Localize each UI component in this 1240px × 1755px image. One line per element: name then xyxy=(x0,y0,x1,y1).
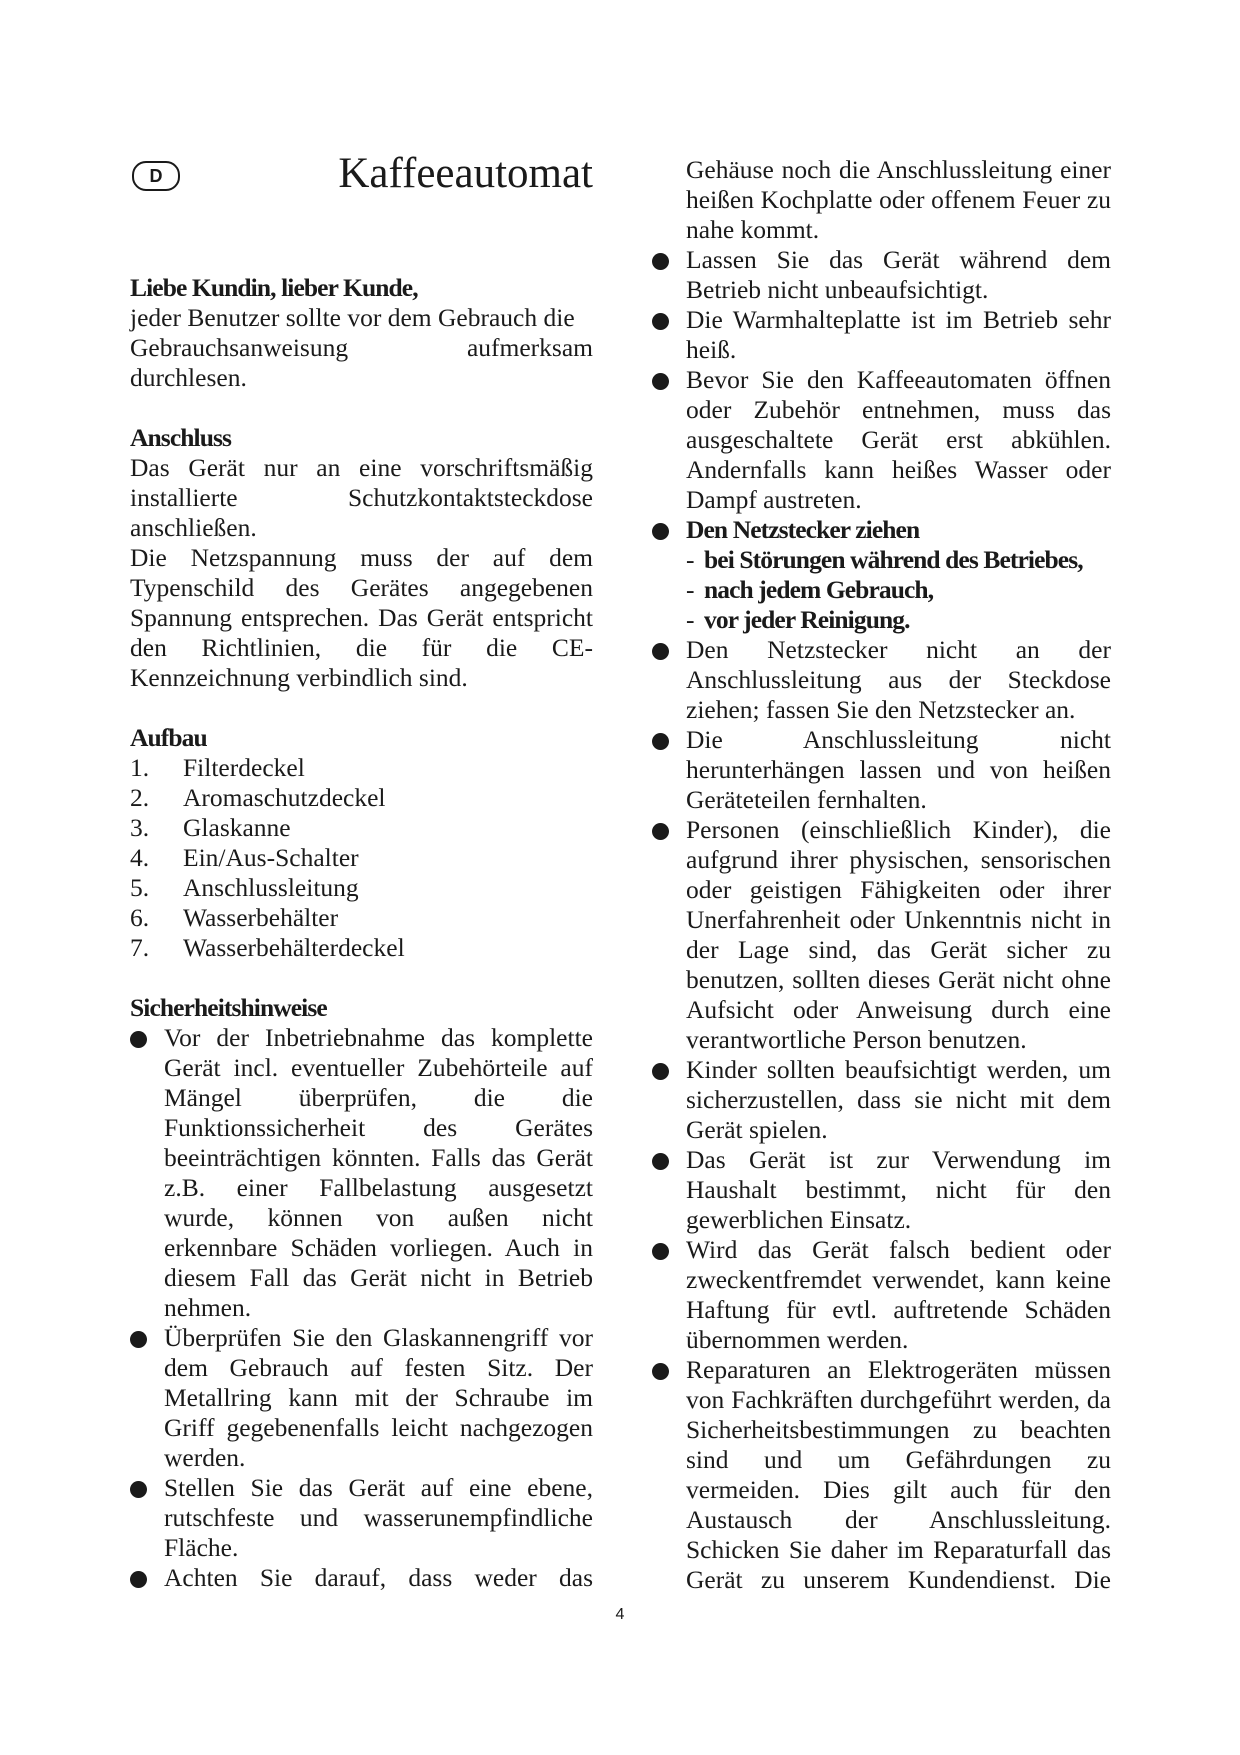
item-label: Ein/Aus-Schalter xyxy=(183,843,359,872)
list-item xyxy=(652,245,1111,305)
list-item xyxy=(652,1235,1111,1355)
intro-text-line-1: jeder Benutzer sollte vor dem Gebrauch die xyxy=(130,303,575,332)
list-item xyxy=(652,1145,1111,1235)
list-item xyxy=(130,1473,593,1563)
unplug-subitem: - bei Störungen während des Betriebes, xyxy=(686,545,1083,574)
safety-list-right xyxy=(652,245,1111,1595)
item-number: 7. xyxy=(130,933,150,962)
bullet-icon xyxy=(652,823,669,840)
continued-text: Gehäuse noch die Anschlussleitung einer heißen Kochplatte oder offenem Feuer zu nahe kommt. xyxy=(686,155,1111,244)
bullet-icon xyxy=(652,1063,669,1080)
safety-list-left xyxy=(130,1023,593,1593)
intro-text-line-2: Gebrauchsanweisung aufmerksam xyxy=(130,333,593,362)
item-label: Wasserbehälter xyxy=(183,903,339,932)
list-item xyxy=(130,873,593,903)
item-text: Den Netzstecker nicht an der Anschlussleitung aus der Steckdose ziehen; fassen Sie den Netzstecker an. xyxy=(686,635,1111,724)
list-item xyxy=(130,1023,593,1323)
bullet-icon xyxy=(652,1153,669,1170)
list-item xyxy=(130,903,593,933)
subitem-text: nach jedem Gebrauch, xyxy=(704,575,934,604)
list-item xyxy=(130,1563,593,1593)
unplug-subitem: - nach jedem Gebrauch, xyxy=(686,575,934,604)
item-text: Lassen Sie das Gerät während dem Betrieb nicht unbeaufsichtigt. xyxy=(686,245,1111,304)
bullet-icon xyxy=(130,1331,147,1348)
greeting: Liebe Kundin, lieber Kunde, xyxy=(130,273,418,302)
list-item xyxy=(130,753,593,783)
item-text: Stellen Sie das Gerät auf eine ebene, rutschfeste und wasserunempfindliche Fläche. xyxy=(164,1473,593,1562)
item-label: Glaskanne xyxy=(183,813,291,842)
item-text: Wird das Gerät falsch bedient oder zweckentfremdet verwendet, kann keine Haftung für evtl. auftretende Schäden übernommen werden. xyxy=(686,1235,1111,1354)
bullet-icon xyxy=(652,373,669,390)
item-label: Aromaschutzdeckel xyxy=(183,783,386,812)
intro-text-line-3: durchlesen. xyxy=(130,363,247,392)
page-title: Kaffeeautomat xyxy=(338,150,593,197)
item-number: 1. xyxy=(130,753,150,782)
left-column xyxy=(130,273,593,1593)
right-column xyxy=(652,155,1111,1595)
list-item xyxy=(130,843,593,873)
item-label: Anschlussleitung xyxy=(183,873,359,902)
bullet-icon xyxy=(130,1031,147,1048)
item-number: 3. xyxy=(130,813,150,842)
list-item xyxy=(652,725,1111,815)
parts-list xyxy=(130,753,593,963)
item-text: Personen (einschließlich Kinder), die aufgrund ihrer physischen, sensorischen oder geistigen Fähigkeiten oder ihrer Unerfahrenheit oder Unkenntnis nicht in der Lage sind, das Gerät sicher zu benutzen, sollten dieses Gerät nicht ohne Aufsicht oder Anweisung durch eine verantwortliche Person benutzen. xyxy=(686,815,1111,1054)
item-label: Filterdeckel xyxy=(183,753,305,782)
list-item-unplug xyxy=(652,515,1111,635)
item-number: 6. xyxy=(130,903,150,932)
bullet-icon xyxy=(652,733,669,750)
item-text: Die Warmhalteplatte ist im Betrieb sehr heiß. xyxy=(686,305,1111,364)
page-number: 4 xyxy=(615,1606,625,1623)
list-item xyxy=(130,1323,593,1473)
item-text: Reparaturen an Elektrogeräten müssen von Fachkräften durchgeführt werden, da Sicherheitsbestimmungen zu beachten sind und um Gefährdungen zu vermeiden. Dies gilt auch für den Austausch der Anschlussleitung. Schicken Sie daher im Reparaturfall das Gerät zu unserem Kundendienst. Die xyxy=(686,1355,1111,1594)
item-text: Überprüfen Sie den Glaskannengriff vor dem Gebrauch auf festen Sitz. Der Metallring kann mit der Schraube im Griff gegebenenfalls leicht nachgezogen werden. xyxy=(164,1323,593,1472)
bullet-icon xyxy=(652,313,669,330)
item-number: 5. xyxy=(130,873,150,902)
list-item xyxy=(652,815,1111,1055)
bullet-icon xyxy=(652,253,669,270)
list-item xyxy=(130,783,593,813)
list-item xyxy=(652,1055,1111,1145)
item-label: Wasserbehälterdeckel xyxy=(183,933,405,962)
item-number: 2. xyxy=(130,783,150,812)
unplug-title: Den Netzstecker ziehen xyxy=(686,515,920,544)
list-item xyxy=(652,635,1111,725)
bullet-icon xyxy=(652,523,669,540)
bullet-icon xyxy=(652,643,669,660)
bullet-icon xyxy=(130,1571,147,1588)
anschluss-paragraph-1: Das Gerät nur an eine vorschriftsmäßig installierte Schutzkontaktsteckdose anschließen. xyxy=(130,453,593,542)
subitem-text: bei Störungen während des Betriebes, xyxy=(704,545,1083,574)
bullet-icon xyxy=(652,1363,669,1380)
bullet-icon xyxy=(130,1481,147,1498)
language-badge: D xyxy=(132,161,180,191)
list-item xyxy=(130,813,593,843)
item-text: Vor der Inbetriebnahme das komplette Gerät incl. eventueller Zubehörteile auf Mängel überprüfen, die die Funktionssicherheit des Gerätes beeinträchtigen könnten. Falls das Gerät z.B. einer Fallbelastung ausgesetzt wurde, können von außen nicht erkennbare Schäden vorliegen. Auch in diesem Fall das Gerät nicht in Betrieb nehmen. xyxy=(164,1023,593,1322)
section-heading-anschluss: Anschluss xyxy=(130,423,232,452)
list-item xyxy=(652,305,1111,365)
list-item xyxy=(652,365,1111,515)
bullet-icon xyxy=(652,1243,669,1260)
list-item xyxy=(130,933,593,963)
item-number: 4. xyxy=(130,843,150,872)
section-heading-aufbau: Aufbau xyxy=(130,723,207,752)
item-text: Bevor Sie den Kaffeeautomaten öffnen oder Zubehör entnehmen, muss das ausgeschaltete Gerät erst abkühlen. Andernfalls kann heißes Wasser oder Dampf austreten. xyxy=(686,365,1111,514)
unplug-subitem: - vor jeder Reinigung. xyxy=(686,605,910,634)
section-heading-safety: Sicherheitshinweise xyxy=(130,993,327,1022)
item-text: Achten Sie darauf, dass weder das xyxy=(164,1563,593,1592)
anschluss-paragraph-2: Die Netzspannung muss der auf dem Typenschild des Gerätes angegebenen Spannung entsprechen. Das Gerät entspricht den Richtlinien, die für die CE-Kennzeichnung verbindlich sind. xyxy=(130,543,593,692)
item-text: Die Anschlussleitung nicht herunterhängen lassen und von heißen Geräteteilen fernhalten. xyxy=(686,725,1111,814)
item-text: Das Gerät ist zur Verwendung im Haushalt bestimmt, nicht für den gewerblichen Einsatz. xyxy=(686,1145,1111,1234)
item-text: Kinder sollten beaufsichtigt werden, um sicherzustellen, dass sie nicht mit dem Gerät spielen. xyxy=(686,1055,1111,1144)
subitem-text: vor jeder Reinigung. xyxy=(704,605,910,634)
list-item xyxy=(652,1355,1111,1595)
